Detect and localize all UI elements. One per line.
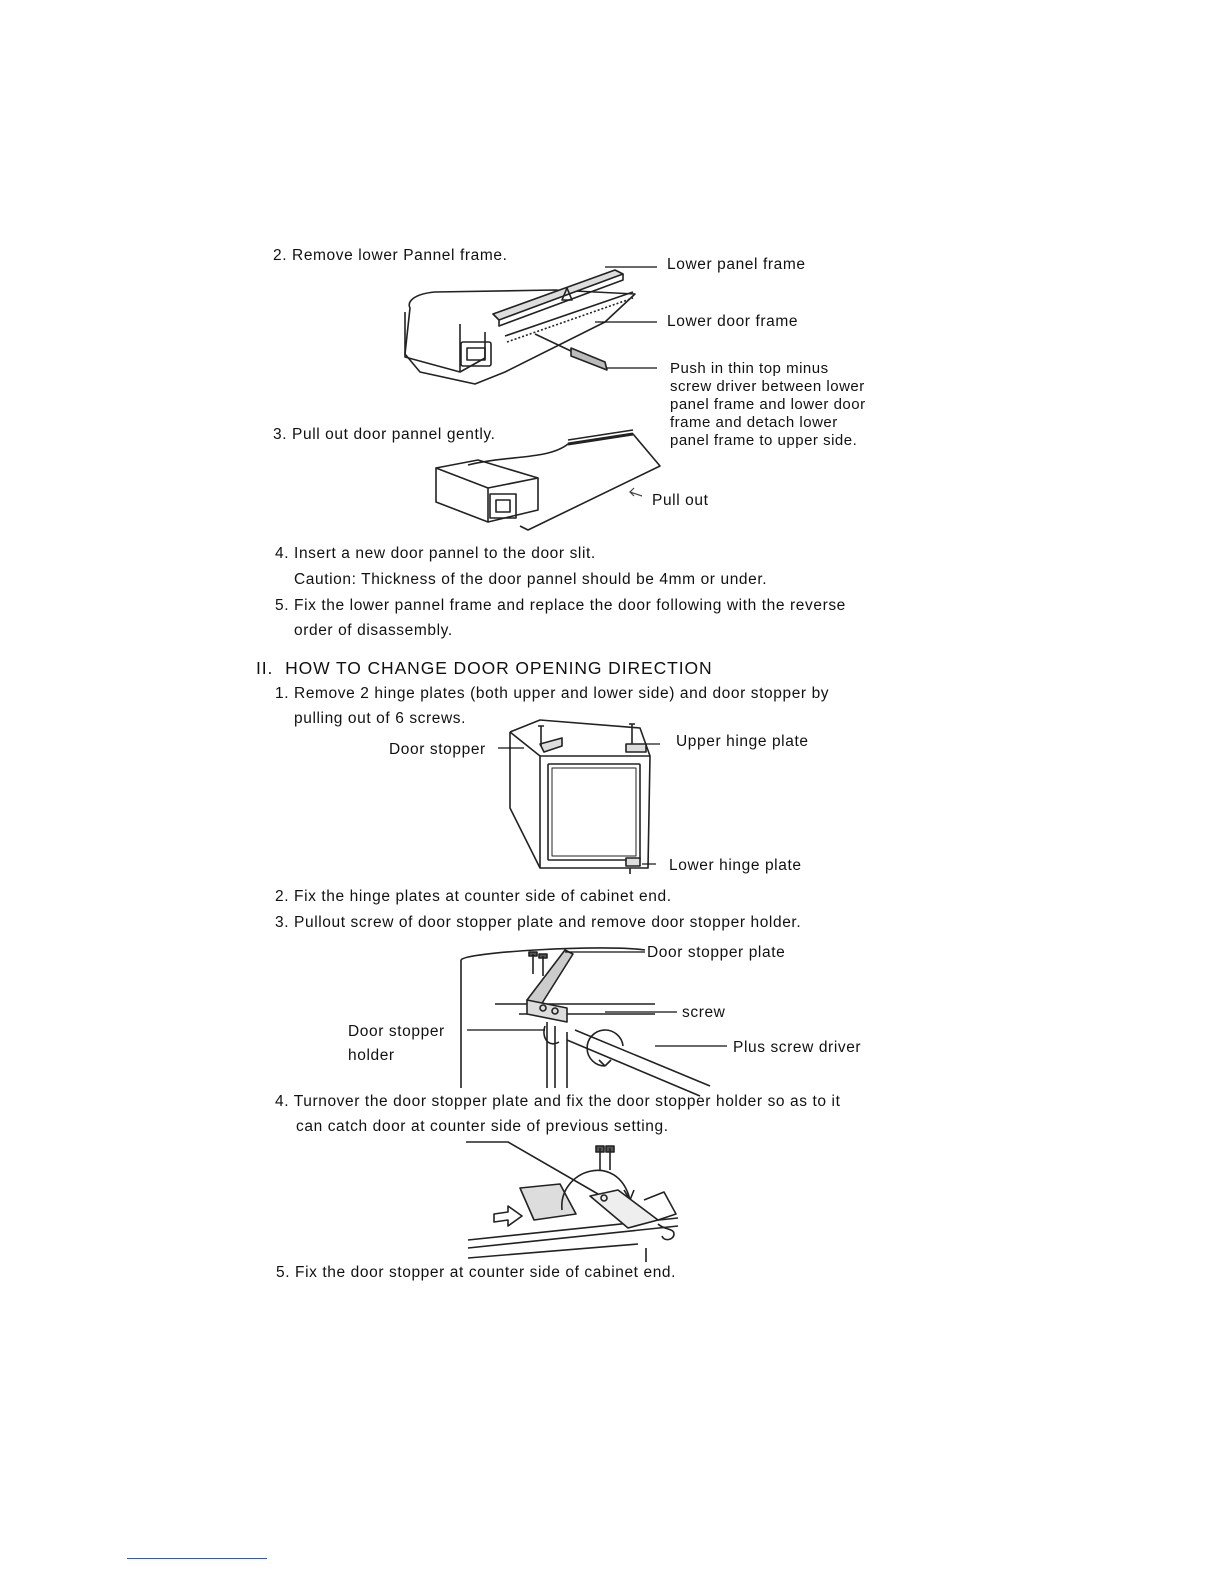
label-lower-panel-frame: Lower panel frame [667, 256, 806, 273]
label-lower-door-frame: Lower door frame [667, 313, 799, 330]
section-title: HOW TO CHANGE DOOR OPENING DIRECTION [285, 658, 713, 678]
step-5-text-line1: 5. Fix the lower pannel frame and replace the door following with the reverse [275, 597, 846, 614]
hinge-plates-illustration [500, 718, 670, 883]
label-push-note [670, 360, 910, 450]
push-note-line: panel frame and lower door [670, 396, 866, 413]
caution-text: Caution: Thickness of the door pannel should be 4mm or under. [294, 571, 768, 588]
label-door-stopper-plate: Door stopper plate [647, 944, 786, 961]
lower-panel-frame-illustration [395, 262, 665, 387]
section2-step-3: 3. Pullout screw of door stopper plate and remove door stopper holder. [275, 914, 802, 931]
label-screw: screw [682, 1004, 726, 1021]
section2-step-4-line1: 4. Turnover the door stopper plate and fix the door stopper holder so as to it [275, 1093, 841, 1110]
label-door-stopper-holder-line2: holder [348, 1047, 395, 1064]
step-2-text: 2. Remove lower Pannel frame. [273, 247, 508, 264]
step-5-text-line2: order of disassembly. [294, 622, 453, 639]
label-pull-out: Pull out [652, 492, 709, 509]
section2-step-1-line1: 1. Remove 2 hinge plates (both upper and lower side) and door stopper by [275, 685, 830, 702]
step-4-text: 4. Insert a new door pannel to the door slit. [275, 545, 596, 562]
label-door-stopper: Door stopper [389, 741, 486, 758]
section2-step-4-line2: can catch door at counter side of previous setting. [296, 1118, 669, 1135]
pull-out-panel-illustration [428, 430, 668, 540]
label-lower-hinge-plate: Lower hinge plate [669, 857, 802, 874]
push-note-line: screw driver between lower [670, 378, 865, 395]
turnover-stopper-illustration [468, 1140, 698, 1265]
push-note-line: frame and detach lower [670, 414, 838, 431]
push-note-line: panel frame to upper side. [670, 432, 858, 449]
section-numeral: II. [256, 658, 274, 678]
section2-step-1-line2: pulling out of 6 screws. [294, 710, 467, 727]
section-heading [256, 658, 713, 678]
section2-step-2: 2. Fix the hinge plates at counter side of cabinet end. [275, 888, 672, 905]
label-upper-hinge-plate: Upper hinge plate [676, 733, 809, 750]
push-note-line: Push in thin top minus [670, 360, 829, 377]
step-3-text: 3. Pull out door pannel gently. [273, 426, 496, 443]
footer-rule [127, 1558, 267, 1559]
label-plus-screw-driver: Plus screw driver [733, 1039, 862, 1056]
label-door-stopper-holder-line1: Door stopper [348, 1023, 445, 1040]
section2-step-5: 5. Fix the door stopper at counter side of cabinet end. [276, 1264, 677, 1281]
